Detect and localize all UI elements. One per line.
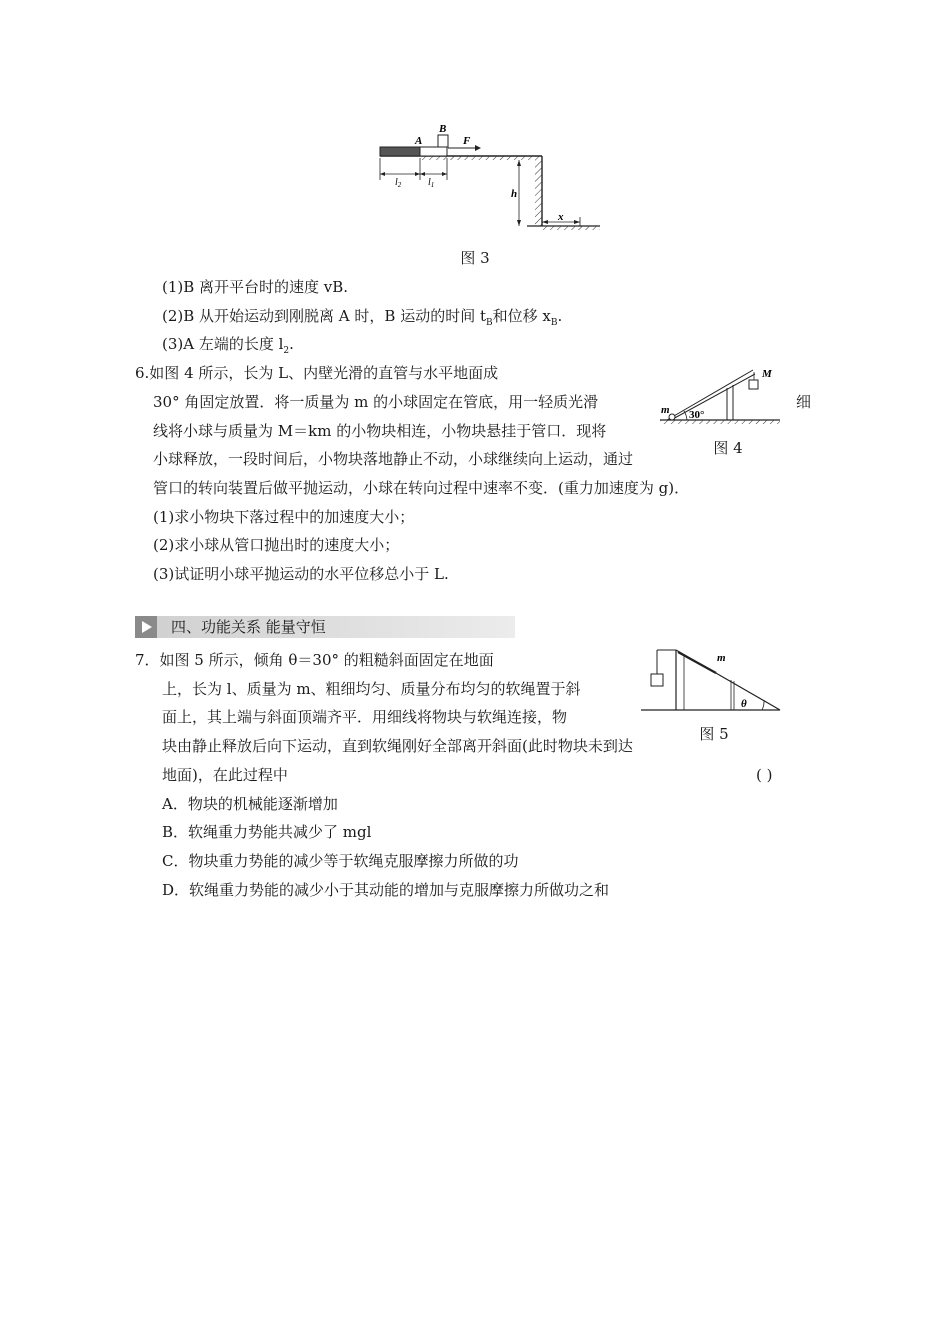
label-theta: θ xyxy=(741,698,747,710)
label-angle-30: 30° xyxy=(689,409,705,421)
q5-part1: (1)B 离开平台时的速度 vB. xyxy=(162,278,349,296)
q7-line2: 上，长为 l、质量为 m、粗细均匀、质量分布均匀的软绳置于斜 xyxy=(162,680,581,698)
figure-5-caption: 图 5 xyxy=(699,725,729,743)
label-f: F xyxy=(463,135,471,147)
section-header-bar xyxy=(135,616,515,638)
q7-option-b: B．软绳重力势能共减少了 mgl xyxy=(162,823,372,841)
svg-text:l2: $l_2$ xyxy=(395,177,402,189)
q6-part2: (2)求小球从管口抛出时的速度大小； xyxy=(153,536,400,554)
figure-3-diagram xyxy=(375,122,625,237)
q6-part3: (3)试证明小球平抛运动的水平位移总小于 L. xyxy=(153,565,449,583)
figure-4-diagram xyxy=(655,362,785,432)
block-b xyxy=(438,135,448,147)
figure-3-caption: 图 3 xyxy=(460,249,490,267)
hanging-block xyxy=(651,674,663,686)
label-small-m: m xyxy=(661,404,670,416)
q5-part3: (3)A 左端的长度 $l_2$. xyxy=(162,335,294,356)
q6-part1: (1)求小物块下落过程中的加速度大小； xyxy=(153,508,415,526)
q6-line4: 小球释放，一段时间后，小物块落地静止不动，小球继续向上运动，通过 xyxy=(153,450,634,468)
svg-text:l1: $l_1$ xyxy=(428,177,435,189)
label-a: A xyxy=(415,135,423,147)
figure-5-diagram xyxy=(638,643,788,718)
q7-line1: 7．如图 5 所示，倾角 θ＝30° 的粗糙斜面固定在地面 xyxy=(135,651,494,669)
block-m xyxy=(749,380,758,389)
label-m-rope: m xyxy=(717,652,726,664)
q6-line5: 管口的转向装置后做平抛运动，小球在转向过程中速率不变．(重力加速度为 g)． xyxy=(153,479,690,497)
q7-answer-bracket: ( ) xyxy=(756,766,773,784)
board-a xyxy=(380,147,420,156)
q6-line3: 线将小球与质量为 M＝km 的小物块相连，小物块悬挂于管口．现将 xyxy=(153,422,607,440)
label-b: B xyxy=(439,123,447,135)
q7-option-a: A．物块的机械能逐渐增加 xyxy=(162,795,338,813)
label-big-m: M xyxy=(762,368,772,380)
play-triangle-icon xyxy=(135,616,157,638)
section-title: 四、功能关系 能量守恒 xyxy=(171,618,326,636)
q7-option-d: D．软绳重力势能的减少小于其动能的增加与克服摩擦力所做功之和 xyxy=(162,881,610,899)
q7-line5: 地面)，在此过程中 xyxy=(162,766,288,784)
q5-part2: (2)B 从开始运动到刚脱离 A 时，B 运动的时间 $t_B$和位移 $x_B$. xyxy=(162,307,563,328)
label-x: x xyxy=(558,211,564,223)
q7-line3: 面上，其上端与斜面顶端齐平．用细线将物块与软绳连接，物 xyxy=(162,708,568,726)
q7-line4: 块由静止释放后向下运动，直到软绳刚好全部离开斜面(此时物块未到达 xyxy=(162,737,633,755)
label-h: h xyxy=(511,188,518,200)
q7-option-c: C．物块重力势能的减少等于软绳克服摩擦力所做的功 xyxy=(162,852,519,870)
q6-line1: 6.如图 4 所示，长为 L、内壁光滑的直管与水平地面成 xyxy=(135,364,499,382)
q6-line2a: 30° 角固定放置．将一质量为 m 的小球固定在管底，用一轻质光滑 xyxy=(153,393,599,411)
figure-4-caption: 图 4 xyxy=(713,439,743,457)
q6-line2b: 细 xyxy=(796,393,812,411)
